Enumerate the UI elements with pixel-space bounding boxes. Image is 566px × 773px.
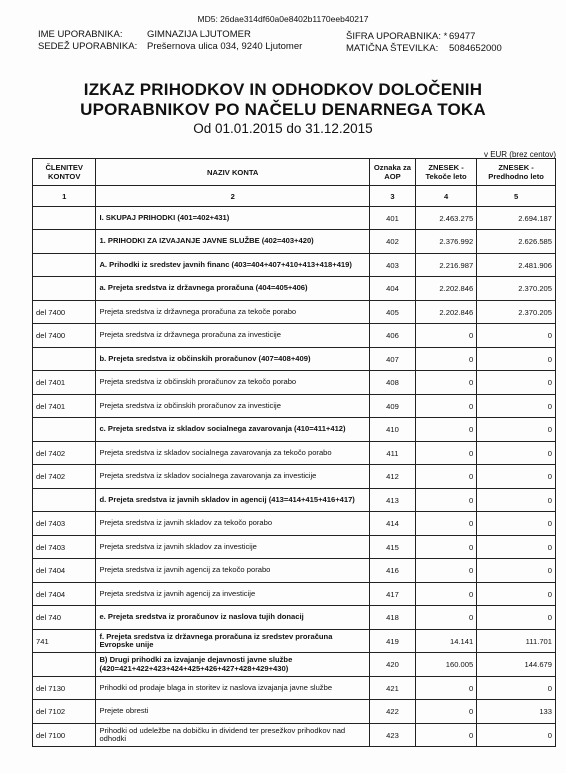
row-amount-previous: 2.370.205 xyxy=(477,277,556,301)
row-konto xyxy=(33,254,96,277)
registration-number-value: 5084652000 xyxy=(449,43,502,54)
table-row xyxy=(33,371,556,395)
row-amount-previous: 2.694.187 xyxy=(477,207,556,230)
table-row xyxy=(33,489,556,512)
row-naziv: d. Prejeta sredstva iz javnih skladov in agencij (413=414+415+416+417) xyxy=(96,489,370,512)
row-amount-previous: 144.679 xyxy=(477,653,556,677)
row-aop: 401 xyxy=(369,207,415,230)
row-naziv: Prejeta sredstva iz skladov socialnega zavarovanja za tekočo porabo xyxy=(96,442,370,465)
document-title-line2: UPORABNIKOV PO NAČELU DENARNEGA TOKA xyxy=(80,100,486,119)
row-naziv: B) Drugi prihodki za izvajanje dejavnosti javne službe (420=421+422+423+424+425+426+427+428+429+430) xyxy=(96,653,370,677)
row-amount-current: 0 xyxy=(415,348,476,371)
row-konto: del 7402 xyxy=(33,442,96,465)
row-amount-previous: 0 xyxy=(477,348,556,371)
row-naziv: I. SKUPAJ PRIHODKI (401=402+431) xyxy=(96,207,370,230)
row-naziv: c. Prejeta sredstva iz skladov socialnega zavarovanja (410=411+412) xyxy=(96,418,370,442)
row-aop: 418 xyxy=(369,606,415,630)
row-aop: 404 xyxy=(369,277,415,301)
row-naziv: f. Prejeta sredstva iz državnega proračuna iz sredstev proračuna Evropske unije xyxy=(96,630,370,653)
table-row xyxy=(33,630,556,653)
row-amount-current: 0 xyxy=(415,371,476,395)
row-amount-previous: 0 xyxy=(477,512,556,536)
row-aop: 416 xyxy=(369,559,415,583)
user-address-label: SEDEŽ UPORABNIKA: xyxy=(38,41,138,52)
row-aop: 409 xyxy=(369,395,415,418)
table-row xyxy=(33,348,556,371)
row-naziv: A. Prihodki iz sredstev javnih financ (403=404+407+410+413+418+419) xyxy=(96,254,370,277)
row-konto: del 7400 xyxy=(33,301,96,324)
row-amount-current: 0 xyxy=(415,583,476,606)
column-index: 1 xyxy=(33,186,96,207)
row-konto xyxy=(33,277,96,301)
row-amount-previous: 0 xyxy=(477,324,556,348)
column-header-konti: ČLENITEV KONTOV xyxy=(33,159,96,186)
row-konto: del 7401 xyxy=(33,371,96,395)
row-amount-current: 2.376.992 xyxy=(415,230,476,254)
row-naziv: Prihodki od udeležbe na dobičku in dividend ter presežkov prihodkov nad odhodki xyxy=(96,724,370,747)
document-title xyxy=(0,80,566,120)
row-aop: 411 xyxy=(369,442,415,465)
row-naziv: Prejeta sredstva iz občinskih proračunov za tekočo porabo xyxy=(96,371,370,395)
row-konto: del 7402 xyxy=(33,465,96,489)
period-subtitle: Od 01.01.2015 do 31.12.2015 xyxy=(193,121,373,136)
row-aop: 423 xyxy=(369,724,415,747)
column-index: 4 xyxy=(415,186,476,207)
row-amount-current: 2.202.846 xyxy=(415,301,476,324)
table-row xyxy=(33,700,556,724)
table-row xyxy=(33,677,556,700)
row-konto: 741 xyxy=(33,630,96,653)
row-aop: 417 xyxy=(369,583,415,606)
row-amount-previous: 2.370.205 xyxy=(477,301,556,324)
row-naziv: Prejete obresti xyxy=(96,700,370,724)
row-naziv: Prejeta sredstva iz državnega proračuna za tekoče porabo xyxy=(96,301,370,324)
table-row xyxy=(33,724,556,747)
row-konto xyxy=(33,418,96,442)
row-amount-current: 2.216.987 xyxy=(415,254,476,277)
row-amount-previous: 0 xyxy=(477,583,556,606)
table-row xyxy=(33,512,556,536)
row-naziv: Prejeta sredstva iz občinskih proračunov za investicije xyxy=(96,395,370,418)
table-body xyxy=(33,207,556,747)
row-amount-previous: 0 xyxy=(477,489,556,512)
row-amount-current: 0 xyxy=(415,677,476,700)
row-naziv: 1. PRIHODKI ZA IZVAJANJE JAVNE SLUŽBE (402=403+420) xyxy=(96,230,370,254)
row-konto xyxy=(33,207,96,230)
row-konto: del 7400 xyxy=(33,324,96,348)
row-aop: 402 xyxy=(369,230,415,254)
registration-number-label: MATIČNA ŠTEVILKA: xyxy=(346,43,439,54)
row-konto: del 7100 xyxy=(33,724,96,747)
row-naziv: Prejeta sredstva iz državnega proračuna za investicije xyxy=(96,324,370,348)
table-row xyxy=(33,277,556,301)
row-aop: 413 xyxy=(369,489,415,512)
table-row xyxy=(33,395,556,418)
row-konto: del 7401 xyxy=(33,395,96,418)
row-aop: 414 xyxy=(369,512,415,536)
column-index: 3 xyxy=(369,186,415,207)
row-amount-previous: 0 xyxy=(477,559,556,583)
row-aop: 405 xyxy=(369,301,415,324)
row-naziv: a. Prejeta sredstva iz državnega proračuna (404=405+406) xyxy=(96,277,370,301)
row-naziv: Prejeta sredstva iz javnih skladov za tekočo porabo xyxy=(96,512,370,536)
row-amount-previous: 0 xyxy=(477,536,556,559)
user-name-field xyxy=(38,29,251,40)
row-amount-previous: 2.481.906 xyxy=(477,254,556,277)
document-title-line1: IZKAZ PRIHODKOV IN ODHODKOV DOLOČENIH xyxy=(83,80,483,99)
row-konto: del 7102 xyxy=(33,700,96,724)
row-naziv: b. Prejeta sredstva iz občinskih proračunov (407=408+409) xyxy=(96,348,370,371)
user-code-field xyxy=(346,31,476,42)
row-konto: del 740 xyxy=(33,606,96,630)
row-konto xyxy=(33,489,96,512)
table-row xyxy=(33,301,556,324)
column-index: 2 xyxy=(96,186,370,207)
md5-hash: MD5: 26dae314df60a0e8402b1170eeb40217 xyxy=(197,14,369,24)
row-amount-current: 0 xyxy=(415,489,476,512)
table-row xyxy=(33,254,556,277)
row-amount-current: 0 xyxy=(415,512,476,536)
registration-number-field xyxy=(346,43,502,54)
row-amount-previous: 0 xyxy=(477,677,556,700)
table-row xyxy=(33,559,556,583)
row-amount-previous: 2.626.585 xyxy=(477,230,556,254)
table-row xyxy=(33,536,556,559)
table-row xyxy=(33,606,556,630)
column-header-predhodno: ZNESEK - Predhodno leto xyxy=(477,159,556,186)
row-aop: 403 xyxy=(369,254,415,277)
row-amount-current: 0 xyxy=(415,606,476,630)
row-naziv: Prejeta sredstva iz javnih agencij za tekočo porabo xyxy=(96,559,370,583)
row-amount-previous: 0 xyxy=(477,418,556,442)
row-naziv: e. Prejeta sredstva iz proračunov iz naslova tujih donacij xyxy=(96,606,370,630)
row-amount-current: 0 xyxy=(415,418,476,442)
table-row xyxy=(33,442,556,465)
row-aop: 415 xyxy=(369,536,415,559)
row-amount-previous: 0 xyxy=(477,442,556,465)
row-amount-previous: 0 xyxy=(477,371,556,395)
row-aop: 410 xyxy=(369,418,415,442)
income-table xyxy=(32,158,556,747)
row-aop: 420 xyxy=(369,653,415,677)
row-aop: 422 xyxy=(369,700,415,724)
row-naziv: Prejeta sredstva iz javnih skladov za investicije xyxy=(96,536,370,559)
table-row xyxy=(33,418,556,442)
row-amount-current: 0 xyxy=(415,442,476,465)
table-row xyxy=(33,324,556,348)
row-konto: del 7130 xyxy=(33,677,96,700)
row-aop: 407 xyxy=(369,348,415,371)
row-aop: 412 xyxy=(369,465,415,489)
row-konto xyxy=(33,348,96,371)
row-amount-previous: 0 xyxy=(477,724,556,747)
table-row xyxy=(33,583,556,606)
row-amount-current: 0 xyxy=(415,324,476,348)
user-address-field xyxy=(38,41,303,52)
row-amount-current: 0 xyxy=(415,559,476,583)
row-amount-current: 2.463.275 xyxy=(415,207,476,230)
user-name-value: GIMNAZIJA LJUTOMER xyxy=(147,29,251,40)
row-amount-previous: 133 xyxy=(477,700,556,724)
row-amount-previous: 0 xyxy=(477,395,556,418)
row-naziv: Prejeta sredstva iz javnih agencij za investicije xyxy=(96,583,370,606)
row-naziv: Prejeta sredstva iz skladov socialnega zavarovanja za investicije xyxy=(96,465,370,489)
column-index: 5 xyxy=(477,186,556,207)
row-amount-current: 0 xyxy=(415,700,476,724)
row-amount-current: 0 xyxy=(415,536,476,559)
row-amount-current: 160.005 xyxy=(415,653,476,677)
row-aop: 419 xyxy=(369,630,415,653)
user-name-label: IME UPORABNIKA: xyxy=(38,29,123,40)
column-header-tekoce: ZNESEK - Tekoče leto xyxy=(415,159,476,186)
row-amount-current: 0 xyxy=(415,724,476,747)
user-code-label: ŠIFRA UPORABNIKA: * xyxy=(346,31,448,42)
row-amount-current: 2.202.846 xyxy=(415,277,476,301)
row-amount-previous: 111.701 xyxy=(477,630,556,653)
table-row xyxy=(33,465,556,489)
user-address-value: Prešernova ulica 034, 9240 Ljutomer xyxy=(147,41,303,52)
table-row xyxy=(33,207,556,230)
row-amount-current: 0 xyxy=(415,465,476,489)
row-konto xyxy=(33,230,96,254)
row-amount-current: 14.141 xyxy=(415,630,476,653)
column-header-naziv: NAZIV KONTA xyxy=(96,159,370,186)
row-aop: 421 xyxy=(369,677,415,700)
row-konto: del 7404 xyxy=(33,583,96,606)
table-row xyxy=(33,230,556,254)
currency-unit-note: v EUR (brez centov) xyxy=(483,150,556,159)
column-header-aop: Oznaka za AOP xyxy=(369,159,415,186)
row-aop: 406 xyxy=(369,324,415,348)
row-aop: 408 xyxy=(369,371,415,395)
row-amount-previous: 0 xyxy=(477,606,556,630)
row-konto: del 7403 xyxy=(33,536,96,559)
row-konto: del 7403 xyxy=(33,512,96,536)
table-row xyxy=(33,653,556,677)
row-naziv: Prihodki od prodaje blaga in storitev iz naslova izvajanja javne službe xyxy=(96,677,370,700)
row-konto: del 7404 xyxy=(33,559,96,583)
row-amount-previous: 0 xyxy=(477,465,556,489)
row-konto xyxy=(33,653,96,677)
row-amount-current: 0 xyxy=(415,395,476,418)
user-code-value: 69477 xyxy=(449,31,476,42)
